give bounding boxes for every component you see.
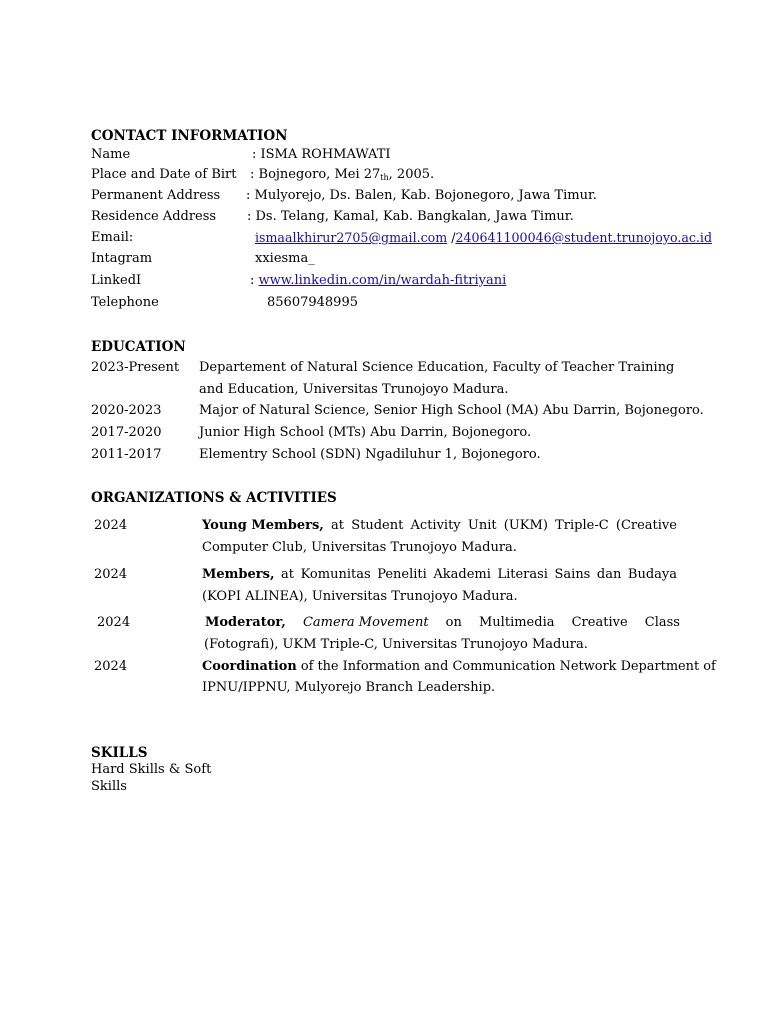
linkedin-label: LinkedI [91, 273, 142, 288]
organization-line-cont: IPNU/IPPNU, Mulyorejo Branch Leadership. [202, 680, 496, 695]
organization-line-cont: Computer Club, Universitas Trunojoyo Madura. [202, 540, 517, 555]
education-years: 2020-2023 [91, 403, 162, 418]
name-label: Name [91, 147, 131, 162]
organization-year: 2024 [94, 518, 128, 533]
education-description: Junior High School (MTs) Abu Darrin, Bojonegoro. [199, 425, 532, 440]
organization-line: Coordination of the Information and Communication Network Department of [202, 659, 716, 674]
linkedin-link[interactable]: www.linkedin.com/in/wardah-fitriyani [258, 273, 507, 288]
skills-text: Hard Skills & Soft [91, 762, 212, 777]
email-label: Email: [91, 230, 134, 245]
organization-line: Moderator, Camera Movement on Multimedia Creative Class [205, 615, 680, 630]
telephone-value: 85607948995 [267, 295, 358, 310]
organization-line: Members, at Komunitas Peneliti Akademi Literasi Sains dan Budaya [202, 567, 677, 582]
education-heading: EDUCATION [91, 339, 186, 355]
permanent-address-label: Permanent Address [91, 188, 221, 203]
birth-label: Place and Date of Birt [91, 167, 237, 182]
organization-year: 2024 [97, 615, 131, 630]
email-link-student[interactable]: 240641100046@student.trunojoyo.ac.id [455, 230, 713, 245]
organizations-heading: ORGANIZATIONS & ACTIVITIES [91, 490, 337, 506]
organization-line: Young Members, at Student Activity Unit (UKM) Triple-C (Creative [202, 518, 677, 533]
instagram-value: xxiesma_ [255, 251, 315, 266]
skills-heading: SKILLS [91, 745, 148, 761]
residence-address-value: : Ds. Telang, Kamal, Kab. Bangkalan, Jawa Timur. [247, 209, 574, 224]
skills-text-cont: Skills [91, 779, 127, 794]
telephone-label: Telephone [91, 295, 159, 310]
organization-year: 2024 [94, 567, 128, 582]
organization-line-cont: (KOPI ALINEA), Universitas Trunojoyo Madura. [202, 589, 518, 604]
birth-value: : Bojnegoro, Mei $27_{th}$, 2005. [250, 167, 435, 182]
email-link-gmail[interactable]: ismaalkhirur2705@gmail.com [255, 230, 448, 245]
education-years: 2023-Present [91, 360, 180, 375]
residence-address-label: Residence Address [91, 209, 217, 224]
education-description: Departement of Natural Science Education, Faculty of Teacher Training [199, 360, 675, 375]
email-value: ismaalkhirur2705@gmail.com /240641100046@student.trunojoyo.ac.id [255, 230, 713, 245]
organization-line-cont: (Fotografi), UKM Triple-C, Universitas Trunojoyo Madura. [204, 637, 588, 652]
education-years: 2011-2017 [91, 447, 162, 462]
permanent-address-value: : Mulyorejo, Ds. Balen, Kab. Bojonegoro, Jawa Timur. [246, 188, 597, 203]
linkedin-value: : www.linkedin.com/in/wardah-fitriyani [250, 273, 507, 288]
education-description: Major of Natural Science, Senior High School (MA) Abu Darrin, Bojonegoro. [199, 403, 704, 418]
education-years: 2017-2020 [91, 425, 162, 440]
name-value: : ISMA ROHMAWATI [252, 147, 391, 162]
instagram-label: Intagram [91, 251, 153, 266]
education-description: Elementry School (SDN) Ngadiluhur 1, Bojonegoro. [199, 447, 541, 462]
organization-year: 2024 [94, 659, 128, 674]
education-description-cont: and Education, Universitas Trunojoyo Madura. [199, 382, 509, 397]
contact-heading: CONTACT INFORMATION [91, 128, 288, 144]
